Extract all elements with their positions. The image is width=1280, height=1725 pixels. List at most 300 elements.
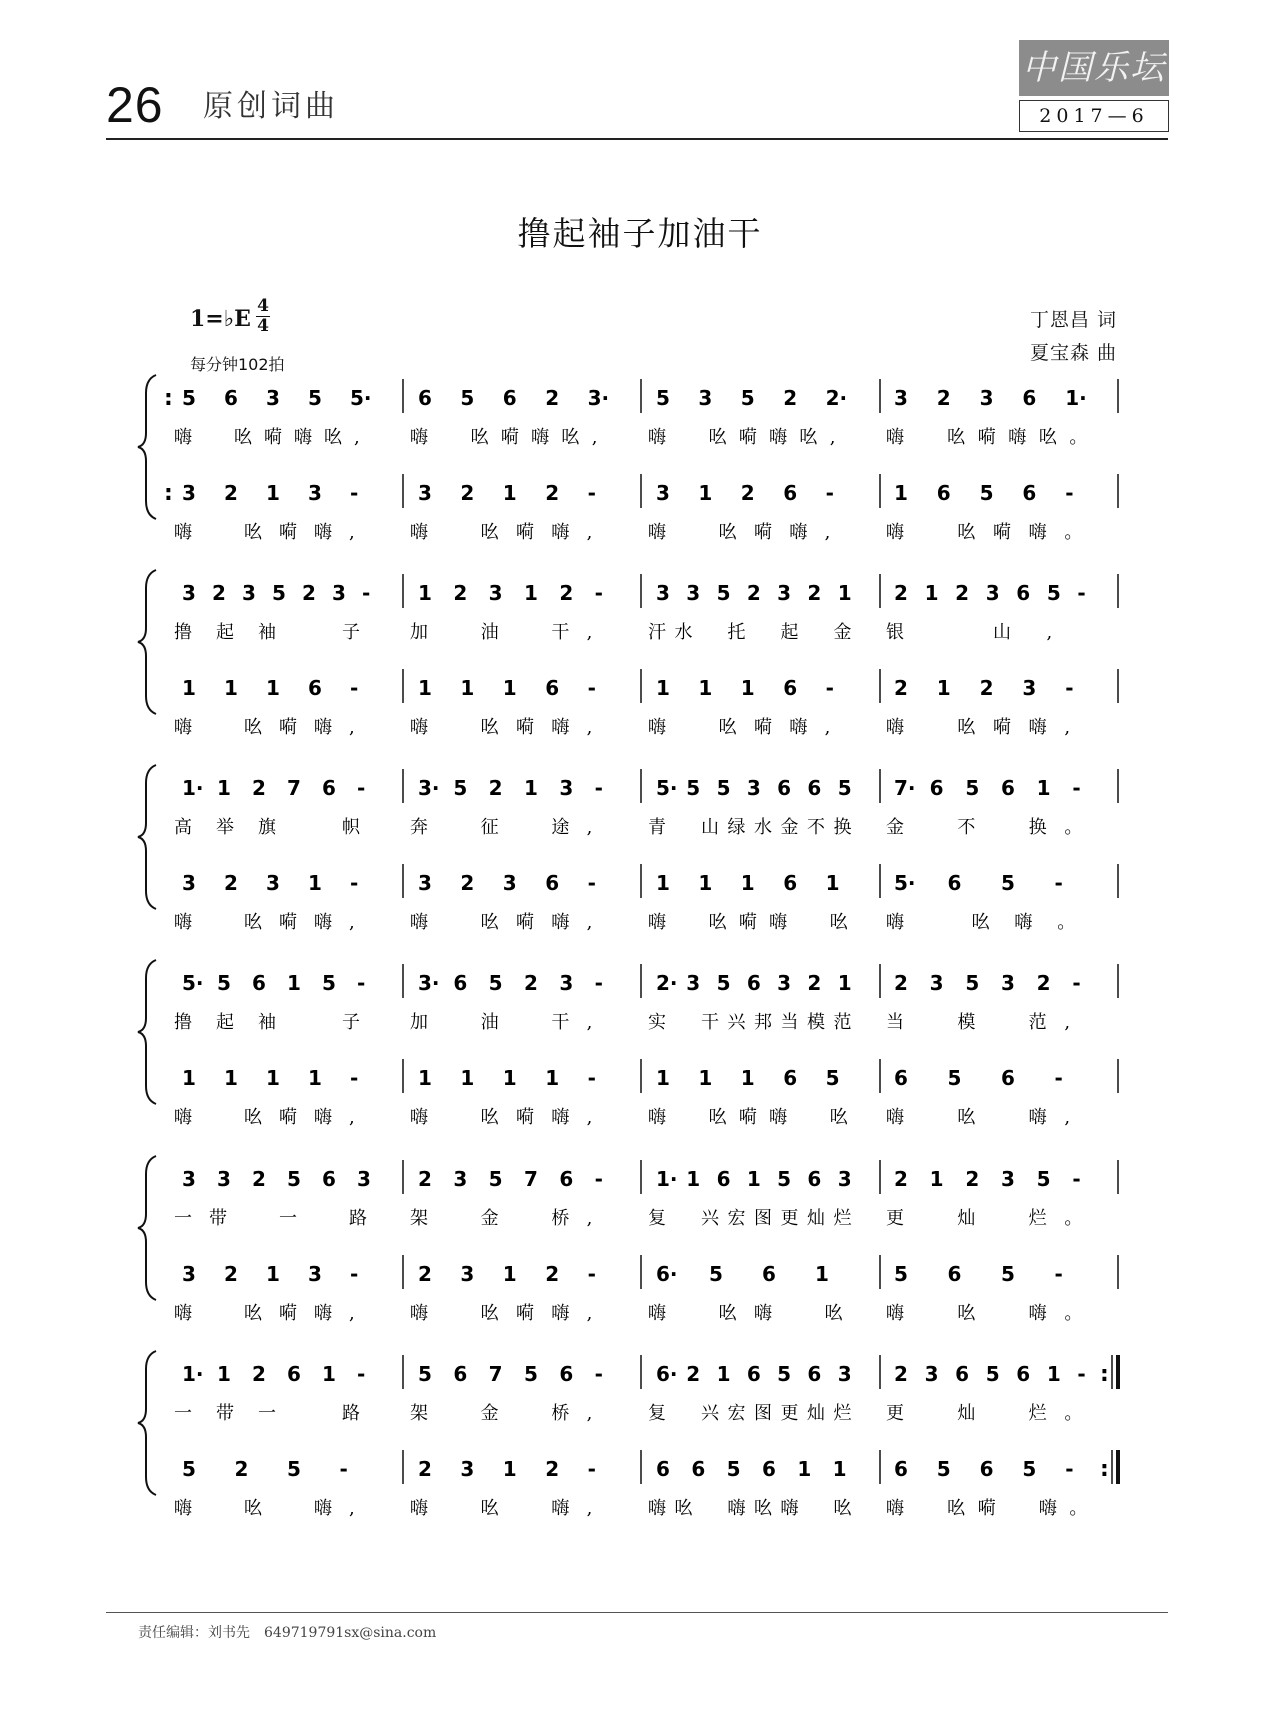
lyric-character: 水	[674, 622, 693, 643]
lyric-character: 吆	[829, 1107, 848, 1128]
sustain-dash: -	[1065, 1457, 1074, 1481]
lyric-character: 嗬	[738, 912, 757, 933]
lyric-character: 嗨	[648, 1107, 666, 1128]
lyric-character: 金	[780, 817, 799, 838]
lyric-character: 带	[216, 1403, 234, 1424]
lyric-character: 吆	[718, 717, 737, 738]
lyric-character: ,	[1046, 622, 1053, 643]
note: 2	[965, 1167, 980, 1191]
lyric-character: 宏	[727, 1403, 746, 1424]
note: 5	[453, 776, 468, 800]
note: 2	[252, 1362, 266, 1386]
note: 5	[777, 1167, 792, 1191]
lyric-character: 嗨	[410, 1303, 428, 1324]
note: 3	[182, 1167, 196, 1191]
sustain-dash: -	[594, 1167, 603, 1191]
system-brace	[138, 1156, 156, 1300]
note: 1	[266, 481, 280, 505]
lyric-character: 吆	[480, 1303, 499, 1324]
lyric-character: 邦	[754, 1012, 772, 1033]
lyric-character: 灿	[807, 1208, 825, 1229]
note: 2	[894, 676, 908, 700]
note: 5	[656, 386, 670, 410]
lyric-character: 嗨	[314, 1107, 332, 1128]
note: 6	[691, 1457, 706, 1481]
note: 7	[524, 1167, 538, 1191]
note: 1	[656, 1066, 670, 1090]
lyric-character: 嗨	[780, 1498, 799, 1519]
lyric-character: 不	[807, 817, 825, 838]
lyric-character: ,	[349, 1303, 355, 1324]
lyric-character: 灿	[957, 1403, 976, 1424]
lyric-character: 嗨	[769, 1107, 788, 1128]
note: 2	[545, 1262, 560, 1286]
lyric-character: 嗨	[410, 717, 428, 738]
note: 2	[302, 581, 316, 605]
lyric-character: 嗨	[648, 1498, 666, 1519]
lyric-character: 实	[648, 1012, 666, 1033]
note: 5	[1036, 1167, 1051, 1191]
note: 6	[1022, 386, 1037, 410]
lyric-character: 嗨	[410, 427, 428, 448]
lyric-character: 嗬	[516, 912, 534, 933]
lyric-character: ,	[824, 522, 831, 543]
sustain-dash: -	[1072, 971, 1081, 995]
lyric-character: 嗨	[551, 912, 570, 933]
lyric-character: 嗨	[551, 522, 570, 543]
lyric-character: 嗨	[174, 1303, 192, 1324]
lyric-character: 高	[174, 817, 192, 838]
note: 3·	[418, 971, 440, 995]
lyric-character: 。	[1069, 1498, 1088, 1519]
note: 5	[272, 581, 286, 605]
note: 5	[418, 1362, 432, 1386]
note: 1	[217, 776, 231, 800]
note: 6	[1016, 581, 1031, 605]
lyric-character: 嗨	[551, 1107, 570, 1128]
note: 2	[894, 1362, 908, 1386]
lyric-character: 嗨	[410, 1107, 428, 1128]
lyric-character: ,	[354, 427, 360, 448]
lyric-character: 吆	[799, 427, 818, 448]
note: 6	[783, 871, 798, 895]
note: 3	[894, 386, 908, 410]
note: 1	[698, 871, 713, 895]
lyric-character: ,	[1064, 1012, 1071, 1033]
lyric-character: 吆	[324, 427, 342, 448]
lyric-character: 灿	[807, 1403, 825, 1424]
lyric-character: 嗨	[886, 717, 904, 738]
note: 3	[1022, 676, 1037, 700]
note: 1	[815, 1262, 829, 1286]
lyric-character: 嗨	[314, 912, 332, 933]
note: 3	[929, 971, 944, 995]
note: 3	[182, 1262, 196, 1286]
note: 5	[322, 971, 336, 995]
lyric-character: 干	[551, 1012, 570, 1033]
note: 1	[502, 1066, 517, 1090]
note: 3·	[418, 776, 440, 800]
note: 3	[332, 581, 346, 605]
lyric-character: 。	[1064, 1403, 1083, 1424]
lyric-character: 烂	[1028, 1208, 1047, 1229]
note: 5	[936, 1457, 951, 1481]
footer-rule	[106, 1612, 1168, 1613]
note: 5	[716, 776, 731, 800]
lyric-character: 嗨	[769, 427, 788, 448]
note: 6	[762, 1262, 776, 1286]
lyric-character: 吆	[244, 1303, 262, 1324]
note: 5	[182, 386, 196, 410]
lyric-character: ,	[349, 1498, 355, 1519]
note: 1·	[656, 1167, 678, 1191]
lyric-character: 范	[1028, 1012, 1047, 1033]
note: 2	[488, 776, 503, 800]
sustain-dash: -	[587, 871, 596, 895]
note: 5	[1001, 871, 1015, 895]
note: 2·	[656, 971, 678, 995]
lyric-character: 嗨	[174, 912, 192, 933]
repeat-end-sign: :	[1100, 1457, 1109, 1482]
note: 2	[224, 481, 238, 505]
note: 2	[224, 871, 238, 895]
lyric-character: 嗬	[279, 717, 297, 738]
lyric-character: 宏	[727, 1208, 746, 1229]
note: 3	[656, 581, 670, 605]
note: 6	[947, 1262, 962, 1286]
system-brace	[138, 1351, 156, 1495]
lyric-character: 吆	[829, 912, 848, 933]
note: 6	[783, 676, 798, 700]
lyric-character: 一	[174, 1208, 192, 1229]
note: 5	[965, 971, 980, 995]
note: 1	[545, 1066, 560, 1090]
lyric-character: 嗨	[886, 912, 904, 933]
lyric-character: 复	[648, 1208, 666, 1229]
note: 2	[545, 1457, 560, 1481]
note: 5·	[182, 971, 204, 995]
lyric-character: 嗨	[789, 522, 808, 543]
note: 5	[985, 1362, 1000, 1386]
note: 6	[807, 1362, 822, 1386]
note: 1	[825, 871, 840, 895]
lyric-character: ,	[586, 622, 593, 643]
note: 1	[418, 1066, 432, 1090]
note: 5	[965, 776, 980, 800]
note: 6	[955, 1362, 970, 1386]
lyric-character: 金	[833, 622, 852, 643]
lyric-character: 桥	[551, 1208, 570, 1229]
lyric-character: 吆	[718, 1303, 737, 1324]
note: 1	[418, 581, 432, 605]
lyric-character: 汗	[648, 622, 666, 643]
note: 2	[807, 581, 822, 605]
lyric-character: 子	[342, 622, 360, 643]
note: 6·	[656, 1262, 678, 1286]
note: 3	[242, 581, 256, 605]
note: 3	[308, 481, 322, 505]
note: 6	[308, 676, 322, 700]
sustain-dash: -	[825, 481, 834, 505]
lyric-character: 更	[780, 1403, 799, 1424]
note: 5	[1046, 581, 1061, 605]
note: 5	[488, 1167, 503, 1191]
lyric-character: 嗨	[314, 1303, 332, 1324]
note: 3	[686, 971, 701, 995]
note: 5	[837, 776, 852, 800]
lyric-character: 兴	[701, 1208, 719, 1229]
note: 3	[418, 481, 432, 505]
note: 1	[740, 871, 755, 895]
lyric-character: 。	[1064, 522, 1083, 543]
note: 6	[656, 1457, 670, 1481]
note: 2	[740, 481, 755, 505]
note: 5	[217, 971, 231, 995]
lyric-character: ,	[586, 1012, 593, 1033]
note: 2	[524, 971, 538, 995]
note: 6	[929, 776, 944, 800]
lyric-character: 吆	[234, 427, 252, 448]
lyric-character: ,	[349, 1107, 355, 1128]
note: 2	[686, 1362, 701, 1386]
note: 6	[559, 1362, 574, 1386]
lyric-character: 吆	[957, 1303, 976, 1324]
note: 3	[979, 386, 994, 410]
sustain-dash: -	[350, 676, 359, 700]
lyric-character: 青	[648, 817, 666, 838]
note: 7	[287, 776, 301, 800]
note: 2	[559, 581, 574, 605]
lyric-character: 银	[886, 622, 904, 643]
note: 2	[460, 871, 475, 895]
note: 5	[947, 1066, 962, 1090]
note: 2	[1036, 971, 1051, 995]
note: 5·	[656, 776, 678, 800]
lyric-character: 嗨	[648, 912, 666, 933]
lyric-character: 起	[216, 622, 234, 643]
note: 5	[308, 386, 322, 410]
lyric-character: ,	[586, 522, 593, 543]
lyric-character: 嗨	[886, 1107, 904, 1128]
lyric-character: 油	[480, 622, 499, 643]
note: 6	[783, 481, 798, 505]
lyric-character: ,	[349, 522, 355, 543]
note: 5	[777, 1362, 792, 1386]
sustain-dash: -	[339, 1457, 348, 1481]
note: 3	[488, 581, 503, 605]
lyric-character: 嗬	[977, 427, 996, 448]
note: 6	[453, 971, 468, 995]
note: 1	[524, 581, 538, 605]
lyric-character: 撸	[174, 622, 192, 643]
lyric-character: 嗬	[279, 522, 297, 543]
lyric-character: 吆	[480, 522, 499, 543]
lyric-character: 干	[551, 622, 570, 643]
time-signature-bottom: 4	[257, 316, 269, 336]
note: 1	[217, 1362, 231, 1386]
note: 6	[746, 971, 761, 995]
note: 6	[1001, 776, 1015, 800]
system-brace	[138, 570, 156, 714]
note: 3	[686, 581, 701, 605]
lyricist-credit: 丁恩昌 词	[1029, 309, 1117, 331]
lyric-character: 嗨	[886, 427, 904, 448]
note: 6	[762, 1457, 776, 1481]
lyric-character: ,	[586, 1303, 593, 1324]
lyric-character: 一	[174, 1403, 192, 1424]
lyric-character: 嗨	[789, 717, 808, 738]
sustain-dash: -	[350, 1066, 359, 1090]
sustain-dash: -	[350, 871, 359, 895]
note: 6	[979, 1457, 994, 1481]
lyric-character: 吆	[718, 522, 737, 543]
note: 2	[224, 1262, 238, 1286]
lyric-character: 兴	[727, 1012, 746, 1033]
lyric-character: 。	[1064, 817, 1083, 838]
note: 1	[1046, 1362, 1061, 1386]
lyric-character: ,	[586, 1498, 593, 1519]
lyric-character: 吆	[470, 427, 489, 448]
lyric-character: 更	[886, 1208, 904, 1229]
editor-credit: 责任编辑：刘书先 649719791sx@sina.com	[138, 1625, 437, 1641]
lyric-character: 加	[410, 622, 428, 643]
note: 1	[418, 676, 432, 700]
note: 6·	[656, 1362, 678, 1386]
note: 6	[716, 1167, 731, 1191]
lyric-character: 换	[833, 817, 852, 838]
note: 1	[832, 1457, 847, 1481]
lyric-character: 吆	[708, 1107, 727, 1128]
sustain-dash: -	[1054, 1262, 1063, 1286]
note: 2	[418, 1457, 432, 1481]
system-brace	[138, 765, 156, 909]
note: 1	[224, 676, 238, 700]
note: 6	[252, 971, 266, 995]
note: 2	[234, 1457, 249, 1481]
lyric-character: 旗	[258, 817, 276, 838]
note: 6	[894, 1066, 908, 1090]
lyric-character: 吆	[833, 1498, 852, 1519]
note: 3	[502, 871, 517, 895]
lyric-character: ,	[1064, 717, 1071, 738]
lyric-character: 嗬	[279, 912, 297, 933]
lyric-character: 吆	[480, 912, 499, 933]
lyric-character: 嗬	[754, 717, 772, 738]
note: 5	[716, 581, 731, 605]
song-title: 撸起袖子加油干	[517, 214, 763, 253]
note: 1	[502, 1262, 517, 1286]
lyric-character: 吆	[708, 427, 727, 448]
lyric-character: ,	[349, 912, 355, 933]
lyric-character: 。	[1064, 1208, 1083, 1229]
lyric-character: 一	[279, 1208, 297, 1229]
note: 1	[936, 676, 951, 700]
note: 7·	[894, 776, 916, 800]
lyric-character: 山	[701, 817, 719, 838]
note: 1	[837, 971, 852, 995]
sustain-dash: -	[357, 776, 366, 800]
note: 2	[746, 581, 761, 605]
sustain-dash: -	[362, 581, 371, 605]
note: 1	[460, 1066, 475, 1090]
note: 3	[460, 1262, 475, 1286]
note: 1	[182, 1066, 196, 1090]
lyric-character: ,	[586, 717, 593, 738]
sustain-dash: -	[587, 676, 596, 700]
lyric-character: 征	[480, 817, 499, 838]
lyric-character: ,	[586, 817, 593, 838]
lyric-character: 嗨	[754, 1303, 772, 1324]
note: 2	[807, 971, 822, 995]
note: 6	[545, 676, 560, 700]
sustain-dash: -	[594, 971, 603, 995]
note: 3·	[587, 386, 610, 410]
lyric-character: 路	[342, 1403, 360, 1424]
sustain-dash: -	[350, 481, 359, 505]
lyric-character: 嗨	[531, 427, 550, 448]
note: 3	[357, 1167, 371, 1191]
lyric-character: 嗬	[516, 717, 534, 738]
note: 2	[252, 776, 266, 800]
lyric-character: 图	[754, 1403, 772, 1424]
lyric-character: 吆	[957, 1107, 976, 1128]
note: 3	[308, 1262, 322, 1286]
lyric-character: 灿	[957, 1208, 976, 1229]
lyric-character: 路	[349, 1208, 367, 1229]
lyric-character: 更	[780, 1208, 799, 1229]
note: 5	[460, 386, 475, 410]
lyric-character: 嗨	[648, 1303, 666, 1324]
note: 1	[266, 1262, 280, 1286]
lyric-character: 金	[480, 1208, 499, 1229]
note: 7	[488, 1362, 503, 1386]
note: 6	[224, 386, 238, 410]
note: 3	[418, 871, 432, 895]
note: 5·	[350, 386, 372, 410]
lyric-character: 吆	[957, 522, 976, 543]
note: 2	[936, 386, 951, 410]
lyric-character: 烂	[833, 1208, 852, 1229]
note: 1	[929, 1167, 944, 1191]
lyric-character: ,	[829, 427, 836, 448]
note: 6	[1022, 481, 1037, 505]
lyric-character: 嗬	[500, 427, 519, 448]
note: 1	[1036, 776, 1051, 800]
lyric-character: 吆	[957, 717, 976, 738]
lyric-character: 嗨	[174, 427, 192, 448]
note: 6	[322, 776, 336, 800]
sustain-dash: -	[594, 1362, 603, 1386]
lyric-character: 嗨	[294, 427, 312, 448]
lyric-character: 兴	[701, 1403, 719, 1424]
lyric-character: 吆	[754, 1498, 772, 1519]
lyric-character: 吆	[244, 522, 262, 543]
note: 3	[777, 581, 792, 605]
note: 3	[924, 1362, 939, 1386]
key-signature: 1=♭E	[190, 306, 251, 332]
lyric-character: 干	[701, 1012, 719, 1033]
lyric-character: 架	[410, 1208, 428, 1229]
lyric-character: 嗬	[738, 427, 757, 448]
note: 5	[1001, 1262, 1015, 1286]
lyric-character: 范	[833, 1012, 852, 1033]
lyric-character: 吆	[244, 1107, 262, 1128]
note: 3	[266, 871, 280, 895]
note: 2	[212, 581, 226, 605]
note: 3	[777, 971, 792, 995]
lyric-character: 烂	[1028, 1403, 1047, 1424]
note: 2	[894, 971, 908, 995]
